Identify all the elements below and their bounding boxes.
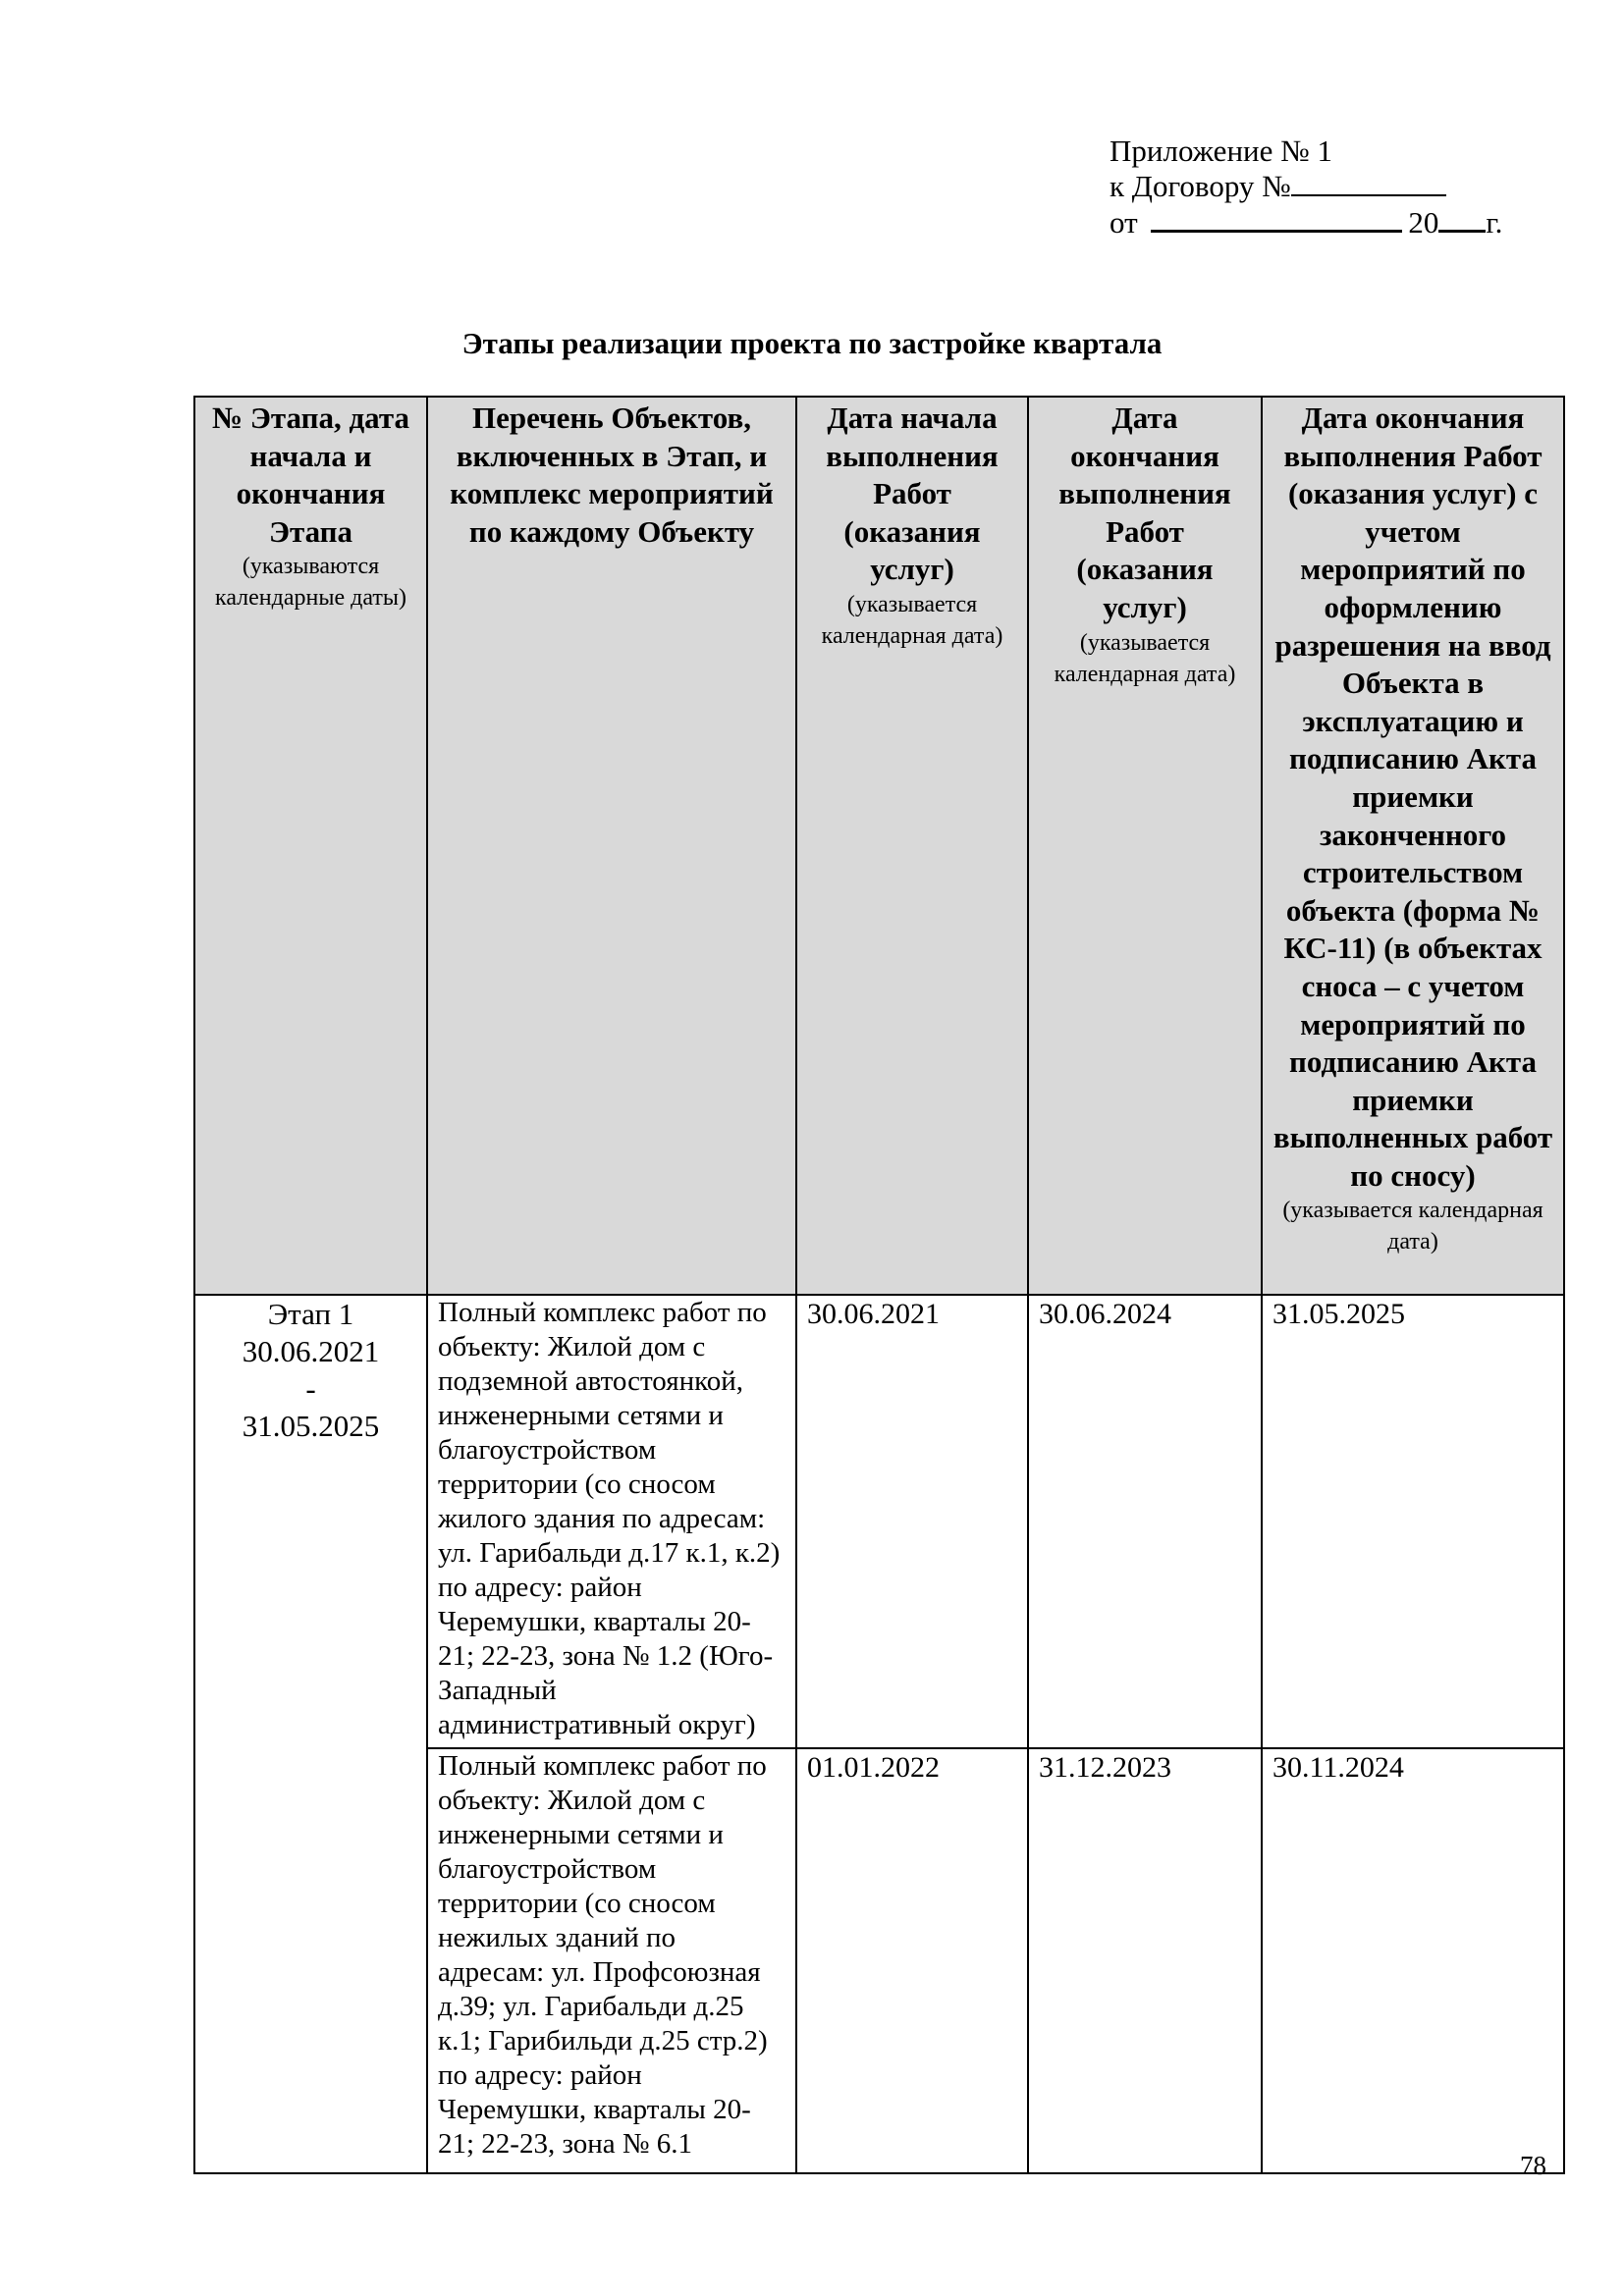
appendix-block [1110,133,1502,240]
header-start-note: (указывается календарная дата) [821,591,1003,649]
stages-table [193,396,1565,2174]
page-number: 78 [1520,2151,1546,2180]
header-final-note: (указывается календарная дата) [1282,1198,1543,1255]
end-date: 30.06.2024 [1028,1295,1262,1748]
header-stage [194,397,427,1295]
stage-name: Этап 1 [267,1297,354,1331]
header-start-date [796,397,1028,1295]
table-header-row [194,397,1564,1295]
stage-end: 31.05.2025 [242,1409,380,1443]
appendix-line-2 [1110,169,1502,204]
object-description: Полный комплекс работ по объекту: Жилой дом с инженерными сетями и благоустройством территории (со сносом нежилых зданий по адресам: ул. Профсоюзная д.39; ул. Гарибальди д.25 к.1; Гарибильди д.25 стр.2) по адресу: район Черемушки, кварталы 20-21; 22-23, зона № 6.1 [427,1748,796,2173]
header-final-date [1262,397,1564,1295]
start-date: 30.06.2021 [796,1295,1028,1748]
header-stage-note: (указываются календарные даты) [215,554,406,612]
header-objects [427,397,796,1295]
header-end-label: Дата окончания выполнения Работ (оказания услуг) [1058,400,1231,624]
header-end-note: (указывается календарная дата) [1054,629,1236,687]
stage-cell [194,1295,427,2173]
appendix-line-3 [1110,204,1502,240]
year-blank [1438,204,1486,233]
header-start-label: Дата начала выполнения Работ (оказания услуг) [826,400,999,587]
contract-number-blank [1291,169,1446,196]
contract-label: к Договору № [1110,169,1291,203]
header-stage-label: № Этапа, дата начала и окончания Этапа [212,400,409,549]
object-description: Полный комплекс работ по объекту: Жилой дом с подземной автостоянкой, инженерными сетями и благоустройством территории (со сносом жилого здания по адресам: ул. Гарибальди д.17 к.1, к.2) по адресу: район Черемушки, кварталы 20-21; 22-23, зона № 1.2 (Юго-Западный административный округ) [427,1295,796,1748]
final-date: 31.05.2025 [1262,1295,1564,1748]
end-date: 31.12.2023 [1028,1748,1262,2173]
header-final-label: Дата окончания выполнения Работ (оказания услуг) с учетом мероприятий по оформлению разрешения на ввод Объекта в эксплуатацию и подписанию Акта приемки законченного строительством объекта (форма № КС-11) (в объектах сноса – с учетом мероприятий по подписанию Акта приемки выполненных работ по сносу) [1272,400,1553,1193]
document-title: Этапы реализации проекта по застройке квартала [461,326,1163,360]
table-row [194,1295,1564,1748]
start-date: 01.01.2022 [796,1748,1028,2173]
header-objects-label: Перечень Объектов, включенных в Этап, и комплекс мероприятий по каждому Объекту [450,400,774,549]
year-suffix: г. [1486,205,1503,240]
year-prefix: 20 [1408,205,1439,240]
stage-dash: - [305,1371,316,1406]
date-blank [1151,204,1402,233]
stage-start: 30.06.2021 [242,1334,380,1368]
final-date: 30.11.2024 [1262,1748,1564,2173]
appendix-line-1: Приложение № 1 [1110,133,1332,168]
header-end-date [1028,397,1262,1295]
date-prefix: от [1110,205,1138,240]
